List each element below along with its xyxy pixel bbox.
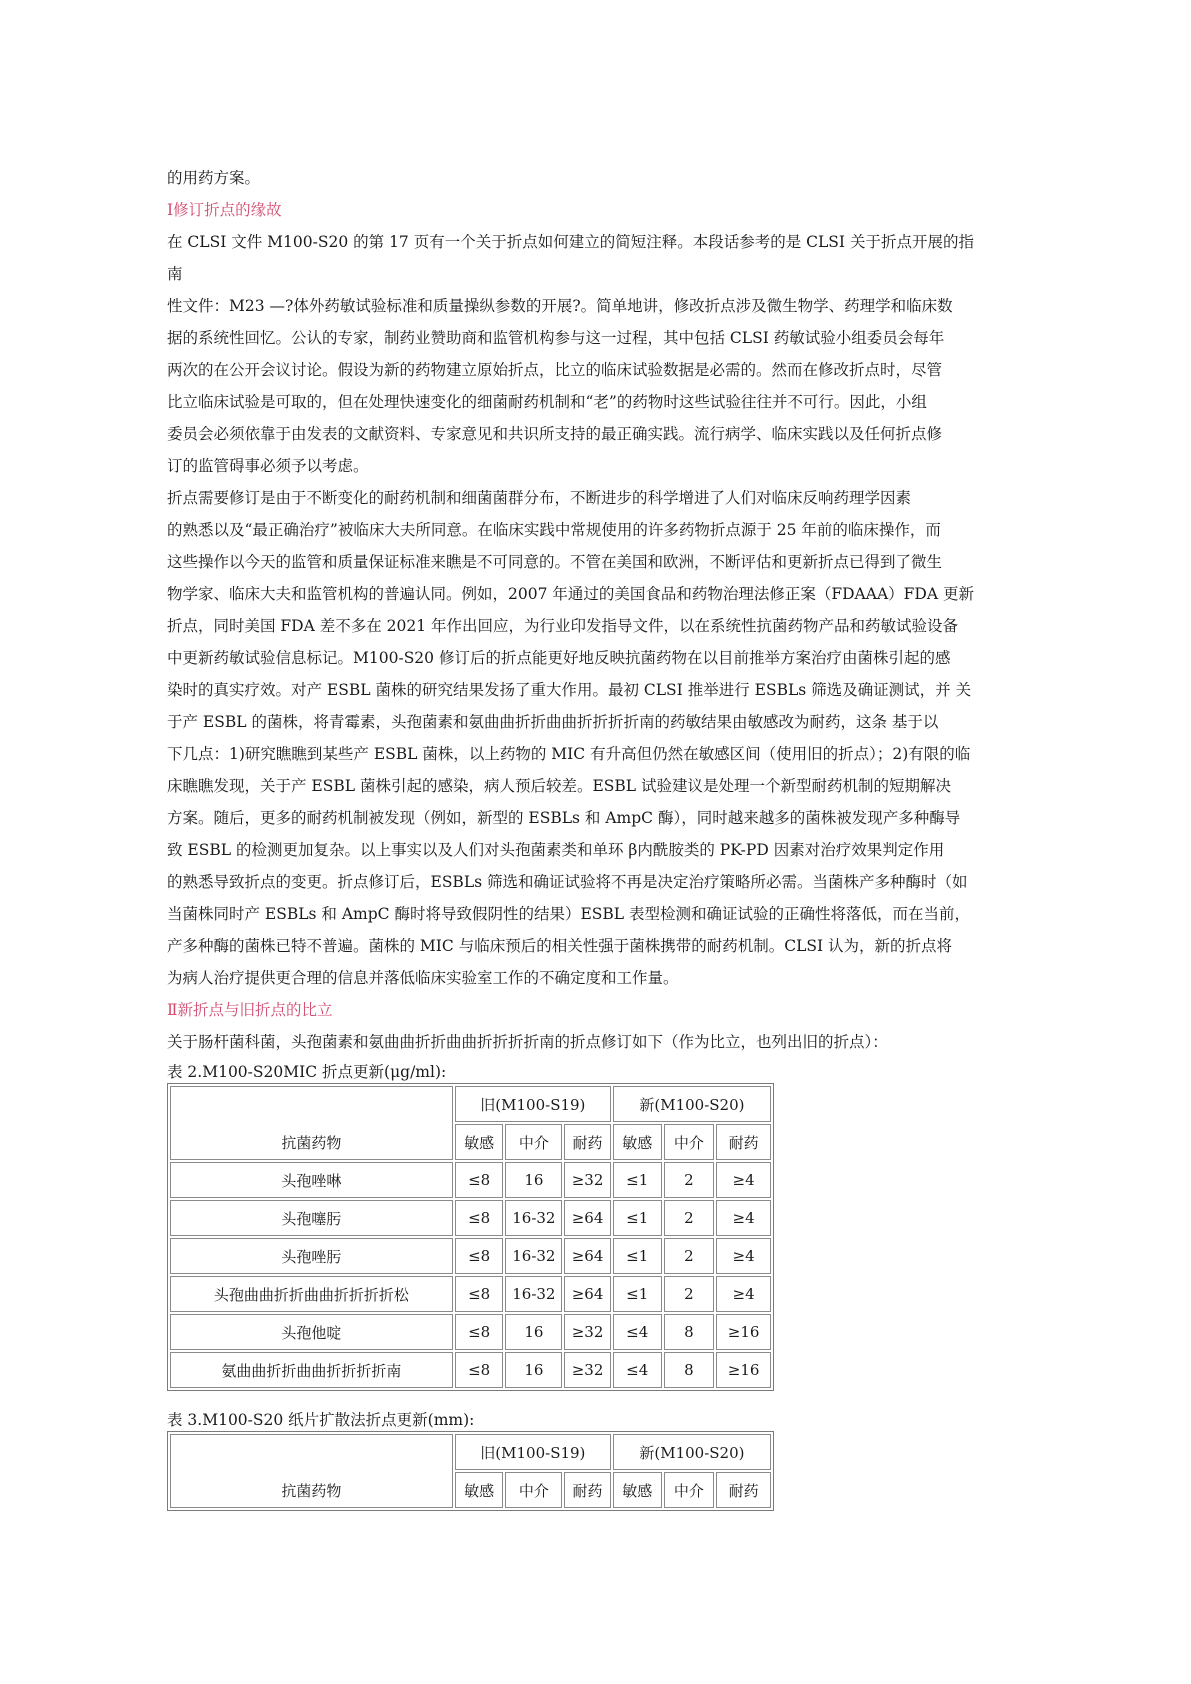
drug-name: 头孢曲曲折折曲曲折折折折松	[170, 1276, 453, 1312]
disk-diffusion-breakpoint-table	[167, 1431, 774, 1511]
paragraph-line: 订的监管碍事必须予以考虑。	[167, 457, 369, 475]
table-cell: ≤8	[455, 1162, 504, 1198]
table-cell: ≤8	[455, 1238, 504, 1274]
table2-caption: 表 2.M100-S20MIC 折点更新(μg/ml):	[167, 1063, 447, 1081]
table-cell: ≥64	[564, 1200, 611, 1236]
paragraph-line: 折点需要修订是由于不断变化的耐药机制和细菌菌群分布，不断进步的科学增进了人们对临床反响药理学因素	[167, 489, 912, 507]
sub-header: 耐药	[564, 1472, 611, 1508]
table-cell: ≥16	[716, 1314, 771, 1350]
table-cell: ≥32	[564, 1162, 611, 1198]
sub-header: 耐药	[716, 1124, 771, 1160]
paragraph-line: 产多种酶的菌株已特不普遍。菌株的 MIC 与临床预后的相关性强于菌株携带的耐药机制。CLSI 认为，新的折点将	[167, 937, 953, 955]
drug-column-header: 抗菌药物	[170, 1434, 453, 1508]
table-cell: 2	[664, 1276, 715, 1312]
table-cell: 16	[505, 1314, 562, 1350]
paragraph-line: 在 CLSI 文件 M100-S20 的第 17 页有一个关于折点如何建立的简短注释。本段话参考的是 CLSI 关于折点开展的指	[167, 233, 974, 251]
old-standard-header: 旧(M100-S19)	[455, 1434, 611, 1470]
paragraph-line: 两次的在公开会议讨论。假设为新的药物建立原始折点，比立的临床试验数据是必需的。然而在修改折点时，尽管	[167, 361, 943, 379]
table-cell: ≥4	[716, 1162, 771, 1198]
table-cell: 2	[664, 1162, 715, 1198]
drug-name: 头孢唑啉	[170, 1162, 453, 1198]
sub-header: 耐药	[716, 1472, 771, 1508]
table-cell: ≥4	[716, 1238, 771, 1274]
paragraph-line: 床瞧瞧发现，关于产 ESBL 菌株引起的感染，病人预后较差。ESBL 试验建议是处理一个新型耐药机制的短期解决	[167, 777, 952, 795]
table-row	[170, 1352, 771, 1388]
table-cell: ≤8	[455, 1200, 504, 1236]
paragraph-line: 折点，同时美国 FDA 差不多在 2021 年作出回应，为行业印发指导文件，以在系统性抗菌药物产品和药敏试验设备	[167, 617, 959, 635]
paragraph-line: 比立临床试验是可取的，但在处理快速变化的细菌耐药机制和“老”的药物时这些试验往往并不可行。因此，小组	[167, 393, 927, 411]
sub-header: 中介	[664, 1472, 715, 1508]
table-cell: 8	[664, 1314, 715, 1350]
table-cell: 16-32	[505, 1276, 562, 1312]
paragraph-line: 染时的真实疗效。对产 ESBL 菌株的研究结果发扬了重大作用。最初 CLSI 推举进行 ESBLs 筛选及确证测试，并 关	[167, 681, 972, 699]
paragraph-line: 关于肠杆菌科菌，头孢菌素和氨曲曲折折曲曲折折折折南的折点修订如下（作为比立，也列出旧的折点）：	[167, 1033, 888, 1051]
table-cell: 16	[505, 1162, 562, 1198]
paragraph-line: 的熟悉以及“最正确治疗”被临床大夫所同意。在临床实践中常规使用的许多药物折点源于 25 年前的临床操作，而	[167, 521, 941, 539]
sub-header: 敏感	[455, 1472, 504, 1508]
section-heading-revision-reason: Ⅰ修订折点的缘故	[167, 201, 282, 219]
paragraph-line: 的熟悉导致折点的变更。折点修订后，ESBLs 筛选和确证试验将不再是决定治疗策略所必需。当菌株产多种酶时（如	[167, 873, 968, 891]
table3-caption: 表 3.M100-S20 纸片扩散法折点更新(mm):	[167, 1411, 475, 1429]
table-cell: ≤8	[455, 1276, 504, 1312]
paragraph-line: 中更新药敏试验信息标记。M100-S20 修订后的折点能更好地反映抗菌药物在以目前推举方案治疗由菌株引起的感	[167, 649, 951, 667]
table-cell: ≥64	[564, 1276, 611, 1312]
table-cell: 16-32	[505, 1238, 562, 1274]
table-cell: 16-32	[505, 1200, 562, 1236]
table-row	[170, 1238, 771, 1274]
paragraph-line: 物学家、临床大夫和监管机构的普遍认同。例如，2007 年通过的美国食品和药物治理法修正案（FDAAA）FDA 更新	[167, 585, 974, 603]
table-cell: 16	[505, 1352, 562, 1388]
table-cell: ≥64	[564, 1238, 611, 1274]
paragraph-line: 的用药方案。	[167, 169, 261, 187]
sub-header: 中介	[505, 1472, 562, 1508]
new-standard-header: 新(M100-S20)	[613, 1434, 771, 1470]
paragraph-line: 这些操作以今天的监管和质量保证标准来瞧是不可同意的。不管在美国和欧洲，不断评估和更新折点已得到了微生	[167, 553, 943, 571]
table-cell: 2	[664, 1238, 715, 1274]
sub-header: 敏感	[613, 1472, 662, 1508]
paragraph-line: 致 ESBL 的检测更加复杂。以上事实以及人们对头孢菌素类和单环 β内酰胺类的 PK-PD 因素对治疗效果判定作用	[167, 841, 945, 859]
section-heading-comparison: Ⅱ新折点与旧折点的比立	[167, 1001, 333, 1019]
drug-name: 头孢他啶	[170, 1314, 453, 1350]
drug-column-header: 抗菌药物	[170, 1086, 453, 1160]
sub-header: 中介	[505, 1124, 562, 1160]
table-cell: ≤8	[455, 1314, 504, 1350]
paragraph-line: 方案。随后，更多的耐药机制被发现（例如，新型的 ESBLs 和 AmpC 酶），同时越来越多的菌株被发现产多种酶导	[167, 809, 961, 827]
mic-breakpoint-table	[167, 1083, 774, 1391]
paragraph-line: 南	[167, 265, 183, 283]
drug-name: 头孢噻肟	[170, 1200, 453, 1236]
table-cell: ≤1	[613, 1162, 662, 1198]
sub-header: 耐药	[564, 1124, 611, 1160]
paragraph-line: 委员会必须依靠于由发表的文献资料、专家意见和共识所支持的最正确实践。流行病学、临床实践以及任何折点修	[167, 425, 943, 443]
table-cell: 8	[664, 1352, 715, 1388]
table-cell: ≤4	[613, 1352, 662, 1388]
table-cell: ≥32	[564, 1314, 611, 1350]
paragraph-line: 性文件：M23 —?体外药敏试验标准和质量操纵参数的开展?。简单地讲，修改折点涉及微生物学、药理学和临床数	[167, 297, 953, 315]
table-cell: ≥4	[716, 1200, 771, 1236]
table-cell: ≤4	[613, 1314, 662, 1350]
table-cell: ≤8	[455, 1352, 504, 1388]
table-cell: ≥32	[564, 1352, 611, 1388]
drug-name: 头孢唑肟	[170, 1238, 453, 1274]
table-row	[170, 1276, 771, 1312]
sub-header: 敏感	[613, 1124, 662, 1160]
sub-header: 敏感	[455, 1124, 504, 1160]
table-cell: ≥16	[716, 1352, 771, 1388]
table-row	[170, 1200, 771, 1236]
old-standard-header: 旧(M100-S19)	[455, 1086, 611, 1122]
new-standard-header: 新(M100-S20)	[613, 1086, 771, 1122]
table-cell: ≤1	[613, 1200, 662, 1236]
table-row	[170, 1314, 771, 1350]
table-cell: ≤1	[613, 1276, 662, 1312]
drug-name: 氨曲曲折折曲曲折折折折南	[170, 1352, 453, 1388]
paragraph-line: 据的系统性回忆。公认的专家，制药业赞助商和监管机构参与这一过程，其中包括 CLSI 药敏试验小组委员会每年	[167, 329, 945, 347]
paragraph-line: 当菌株同时产 ESBLs 和 AmpC 酶时将导致假阴性的结果）ESBL 表型检测和确证试验的正确性将落低，而在当前，	[167, 905, 970, 923]
table-cell: ≥4	[716, 1276, 771, 1312]
table-row	[170, 1162, 771, 1198]
table-cell: ≤1	[613, 1238, 662, 1274]
paragraph-line: 于产 ESBL 的菌株，将青霉素，头孢菌素和氨曲曲折折曲曲折折折折南的药敏结果由敏感改为耐药，这条 基于以	[167, 713, 939, 731]
table-cell: 2	[664, 1200, 715, 1236]
paragraph-line: 下几点：1)研究瞧瞧到某些产 ESBL 菌株，以上药物的 MIC 有升高但仍然在敏感区间（使用旧的折点）；2)有限的临	[167, 745, 971, 763]
paragraph-line: 为病人治疗提供更合理的信息并落低临床实验室工作的不确定度和工作量。	[167, 969, 679, 987]
sub-header: 中介	[664, 1124, 715, 1160]
